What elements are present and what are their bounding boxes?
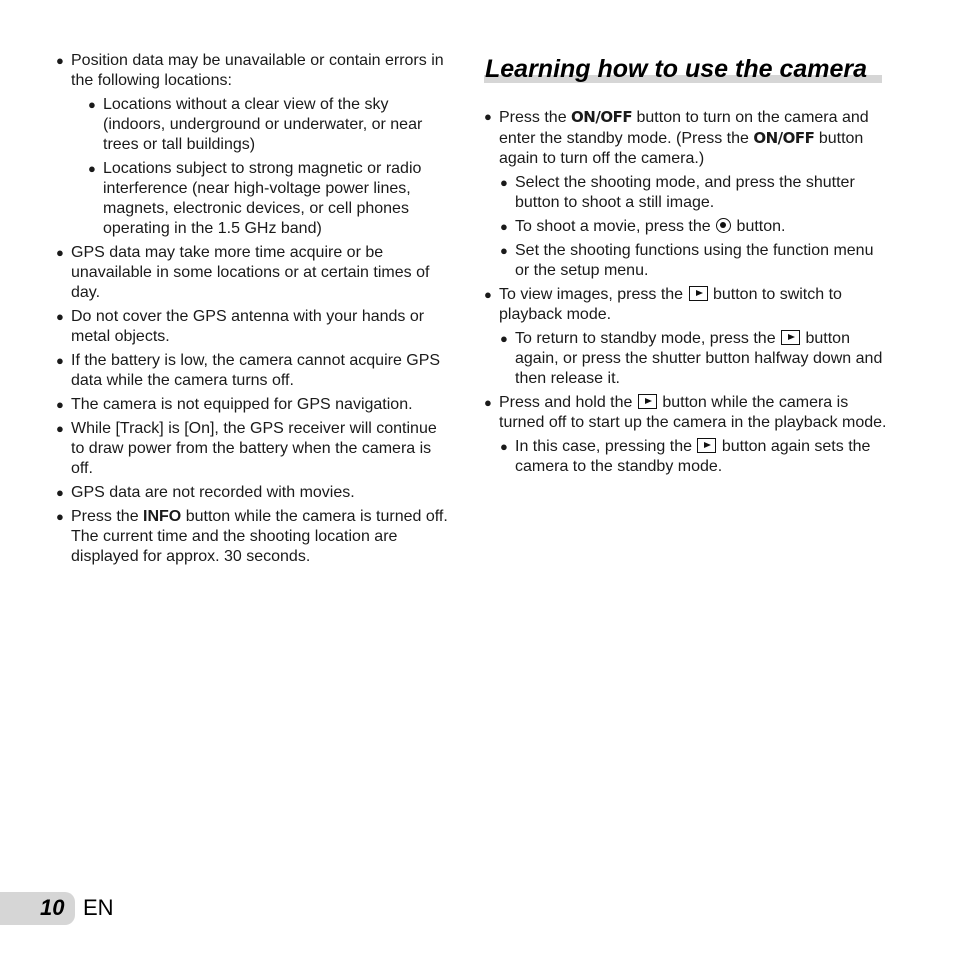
item-text-post: button while the camera is turned off to start up the camera in the playback mode.	[499, 394, 887, 431]
list-item	[56, 419, 451, 479]
item-text-pre: To shoot a movie, press the	[515, 218, 716, 235]
list-item	[484, 329, 888, 389]
list-item	[56, 483, 451, 503]
playback-icon	[781, 330, 800, 345]
item-text: Do not cover the GPS antenna with your hands or metal objects.	[71, 308, 425, 345]
on-off-button-label: ON/OFF	[571, 108, 633, 126]
list-item	[484, 217, 888, 237]
bullet: ●	[500, 219, 508, 234]
list-item	[56, 159, 451, 239]
list-item	[484, 241, 888, 281]
left-column	[56, 51, 451, 571]
item-text: Position data may be unavailable or contain errors in the following locations:	[71, 52, 444, 89]
bullet: ●	[88, 161, 96, 176]
bullet: ●	[56, 245, 64, 260]
bullet: ●	[484, 109, 492, 124]
info-button-label: INFO	[143, 508, 182, 525]
item-text-pre: To return to standby mode, press the	[515, 330, 781, 347]
item-text: While [Track] is [On], the GPS receiver will continue to draw power from the battery when the camera is off.	[71, 420, 437, 477]
bullet: ●	[56, 509, 64, 524]
movie-record-icon	[716, 218, 731, 233]
item-text-pre: Press and hold the	[499, 394, 637, 411]
item-text-post: button to switch to playback mode.	[499, 286, 842, 323]
bullet: ●	[500, 331, 508, 346]
item-text: The camera is not equipped for GPS navigation.	[71, 396, 413, 413]
bullet: ●	[56, 53, 64, 68]
list-item	[56, 95, 451, 155]
item-text: Locations subject to strong magnetic or radio interference (near high-voltage power lines, magnets, electronic devices, or cell phones operating in the 1.5 GHz band)	[103, 160, 422, 237]
item-text-post: button while the camera is turned off. The current time and the shooting location are displayed for approx. 30 seconds.	[71, 508, 448, 565]
bullet: ●	[500, 243, 508, 258]
item-text: GPS data are not recorded with movies.	[71, 484, 355, 501]
on-off-button-label: ON/OFF	[753, 129, 815, 147]
item-text: GPS data may take more time acquire or be unavailable in some locations or at certain times of day.	[71, 244, 430, 301]
item-text-pre: In this case, pressing the	[515, 438, 697, 455]
bullet: ●	[56, 485, 64, 500]
item-text-pre: Press the	[499, 109, 572, 126]
playback-icon	[638, 394, 657, 409]
list-item	[56, 243, 451, 303]
list-item	[56, 395, 451, 415]
item-text-post: button.	[732, 218, 786, 235]
list-item	[56, 507, 451, 567]
item-text: Locations without a clear view of the sky (indoors, underground or underwater, or near trees or tall buildings)	[103, 96, 423, 153]
page-number: 10	[40, 895, 65, 920]
right-column	[484, 55, 888, 481]
bullet: ●	[56, 397, 64, 412]
item-text: Set the shooting functions using the function menu or the setup menu.	[515, 242, 874, 279]
item-text-post: button again to turn off the camera.)	[499, 130, 864, 167]
item-text-pre: Press the	[71, 508, 144, 525]
item-text-mid: button to turn on the camera and enter the standby mode. (Press the	[499, 109, 869, 147]
bullet: ●	[88, 97, 96, 112]
playback-icon	[689, 286, 708, 301]
item-text: If the battery is low, the camera cannot acquire GPS data while the camera turns off.	[71, 352, 441, 389]
list-item	[56, 351, 451, 391]
section-heading: Learning how to use the camera	[485, 55, 868, 83]
bullet: ●	[56, 421, 64, 436]
item-text-post: button again, or press the shutter button halfway down and then release it.	[515, 330, 883, 387]
bullet: ●	[56, 309, 64, 324]
list-item	[484, 107, 888, 169]
list-item	[56, 307, 451, 347]
list-item	[56, 51, 451, 91]
bullet: ●	[500, 175, 508, 190]
item-text-pre: To view images, press the	[499, 286, 688, 303]
list-item	[484, 437, 888, 477]
bullet: ●	[500, 439, 508, 454]
item-text-post: button again sets the camera to the standby mode.	[515, 438, 871, 475]
item-text: Select the shooting mode, and press the shutter button to shoot a still image.	[515, 174, 855, 211]
bullet: ●	[484, 287, 492, 302]
playback-icon	[697, 438, 716, 453]
list-item	[484, 393, 888, 433]
page-language: EN	[83, 895, 114, 920]
list-item	[484, 173, 888, 213]
bullet: ●	[56, 353, 64, 368]
bullet: ●	[484, 395, 492, 410]
list-item	[484, 285, 888, 325]
